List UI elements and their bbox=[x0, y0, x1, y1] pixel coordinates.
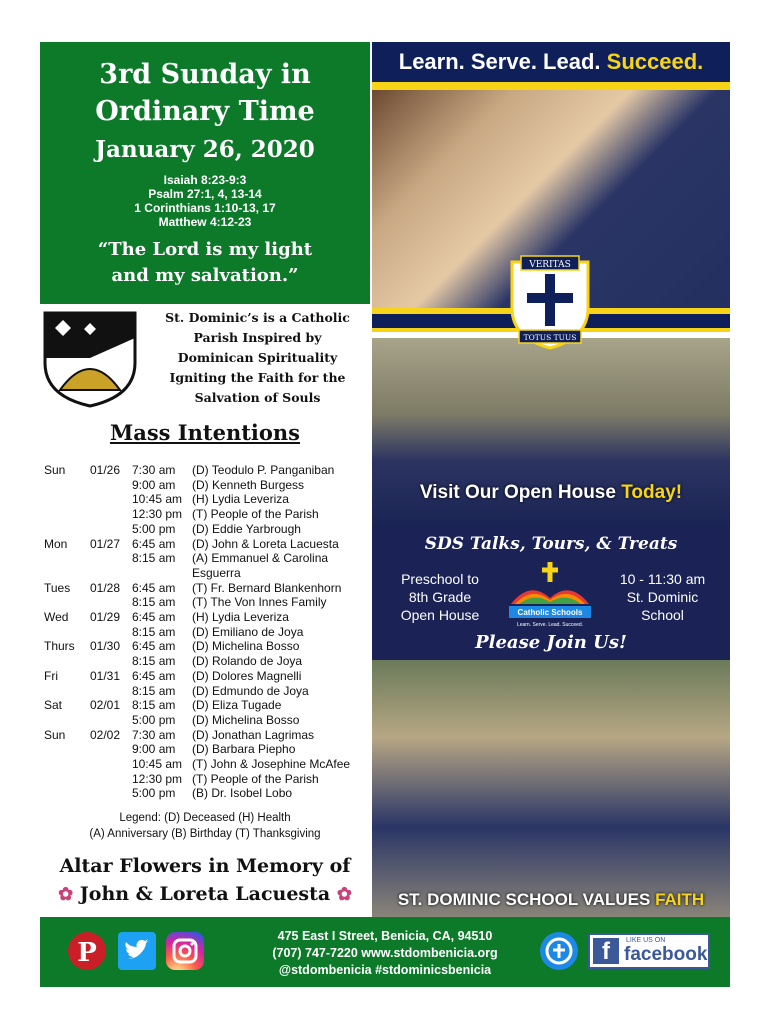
flowers-line-2: John & Loreta Lacuesta bbox=[79, 883, 331, 905]
values-highlight: FAITH bbox=[655, 890, 705, 909]
intention-day bbox=[44, 492, 90, 507]
intention-name: (T) People of the Parish bbox=[192, 771, 319, 786]
intention-name: (D) Teodulo P. Panganiban bbox=[192, 463, 335, 477]
values-text: ST. DOMINIC SCHOOL VALUES bbox=[397, 890, 651, 909]
sds-grades-line: Open House bbox=[400, 607, 480, 623]
title-line-2: Ordinary Time bbox=[95, 96, 315, 127]
intention-day bbox=[44, 713, 90, 728]
facebook-button[interactable] bbox=[588, 933, 710, 969]
intention-name: (T) Fr. Bernard Blankenhorn bbox=[192, 580, 342, 595]
intention-day: Fri bbox=[44, 668, 58, 683]
veritas-seal-icon bbox=[507, 250, 593, 350]
intention-name: (A) Emmanuel & Carolina bbox=[192, 551, 329, 566]
intention-date: 01/28 bbox=[90, 580, 121, 595]
intention-day: Tues bbox=[44, 580, 71, 595]
intention-name: (T) People of the Parish bbox=[192, 507, 319, 522]
intention-row bbox=[44, 522, 374, 537]
intention-time: 8:15 am bbox=[132, 654, 176, 669]
intention-row bbox=[44, 551, 374, 566]
intention-row bbox=[44, 772, 374, 787]
tagline-line: Dominican Spirituality bbox=[177, 350, 338, 365]
intention-day: Sat bbox=[44, 698, 63, 713]
intention-day bbox=[44, 742, 90, 757]
intention-row bbox=[44, 595, 374, 610]
intention-name: (D) Rolando de Joya bbox=[192, 654, 303, 669]
contact-info bbox=[240, 928, 530, 979]
tagline bbox=[145, 308, 370, 408]
intention-row bbox=[44, 507, 374, 522]
sds-title: SDS Talks, Tours, & Treats bbox=[424, 534, 678, 554]
seal-top-text: VERITAS bbox=[529, 260, 571, 270]
intention-date bbox=[90, 654, 132, 669]
intention-day: Sun bbox=[44, 463, 66, 477]
intention-row bbox=[44, 654, 374, 669]
mass-intentions-title: Mass Intentions bbox=[109, 420, 300, 445]
reading: Isaiah 8:23-9:3 bbox=[163, 173, 247, 187]
intention-date bbox=[90, 772, 132, 787]
intention-day bbox=[44, 786, 90, 801]
page-title bbox=[40, 56, 370, 130]
facebook-like-text: LIKE US ON bbox=[626, 937, 666, 944]
intention-date bbox=[90, 713, 132, 728]
intention-date: 01/26 bbox=[90, 463, 121, 477]
header-box bbox=[40, 42, 370, 304]
intention-time: 6:45 am bbox=[132, 668, 176, 683]
intention-row bbox=[44, 581, 374, 596]
intention-day: Sun bbox=[44, 727, 66, 742]
intention-name: (D) Edmundo de Joya bbox=[192, 683, 309, 698]
tagline-line: St. Dominic’s is a Catholic bbox=[165, 310, 350, 325]
sds-time-location bbox=[600, 570, 725, 624]
pinterest-icon[interactable] bbox=[68, 932, 106, 970]
intention-day bbox=[44, 772, 90, 787]
intention-row bbox=[44, 639, 374, 654]
intention-time: 8:15 am bbox=[132, 595, 176, 610]
intention-row bbox=[44, 698, 374, 713]
intention-day: Mon bbox=[44, 536, 68, 551]
svg-text:P: P bbox=[77, 938, 97, 968]
intention-time: 9:00 am bbox=[132, 742, 176, 757]
intention-time: 8:15 am bbox=[132, 551, 176, 566]
intention-day bbox=[44, 551, 90, 566]
intention-name: (T) The Von Innes Family bbox=[192, 595, 327, 610]
intention-name: (B) Dr. Isobel Lobo bbox=[192, 786, 293, 801]
seal-bottom-text: TOTUS TUUS bbox=[523, 333, 577, 342]
intention-day bbox=[44, 757, 90, 772]
intention-row bbox=[44, 610, 374, 625]
sds-time-line: St. Dominic bbox=[626, 589, 699, 605]
intention-date bbox=[90, 742, 132, 757]
intention-date bbox=[90, 684, 132, 699]
facebook-text: facebook bbox=[624, 944, 708, 965]
church-app-icon[interactable] bbox=[540, 932, 578, 970]
intention-date bbox=[90, 757, 132, 772]
intention-time: 9:00 am bbox=[132, 477, 176, 492]
intention-row bbox=[44, 728, 374, 743]
intention-name: (D) Michelina Bosso bbox=[192, 712, 300, 727]
intention-date bbox=[90, 625, 132, 640]
intention-time: 6:45 am bbox=[132, 610, 176, 625]
sds-grades-line: 8th Grade bbox=[408, 589, 472, 605]
school-banner bbox=[372, 42, 730, 82]
readings bbox=[40, 173, 370, 229]
intention-name: (D) Michelina Bosso bbox=[192, 639, 300, 654]
intention-row bbox=[44, 463, 374, 478]
intention-time: 12:30 pm bbox=[132, 771, 183, 786]
intention-day bbox=[44, 478, 90, 493]
intention-day: Wed bbox=[44, 610, 69, 625]
flower-icon: ✿ bbox=[58, 884, 74, 905]
intention-row bbox=[44, 492, 374, 507]
intention-date: 01/31 bbox=[90, 668, 121, 683]
intention-day: Thurs bbox=[44, 639, 75, 654]
altar-flowers bbox=[40, 852, 370, 909]
social-handles: @stdombenicia #stdominicsbenicia bbox=[278, 963, 492, 977]
intention-day bbox=[44, 507, 90, 522]
divider bbox=[372, 82, 730, 90]
open-house-highlight: Today! bbox=[621, 482, 683, 503]
values-banner bbox=[372, 890, 730, 910]
intention-day bbox=[44, 566, 90, 581]
intention-day bbox=[44, 654, 90, 669]
logo-subtext: Learn. Serve. Lead. Succeed. bbox=[516, 622, 584, 628]
intention-row bbox=[44, 757, 374, 772]
intention-date: 01/27 bbox=[90, 536, 121, 551]
reading: Psalm 27:1, 4, 13-14 bbox=[148, 187, 262, 201]
sds-grades bbox=[380, 570, 500, 624]
intention-date: 02/02 bbox=[90, 727, 121, 742]
join-us: Please Join Us! bbox=[475, 632, 627, 653]
intention-date: 02/01 bbox=[90, 698, 121, 713]
legend bbox=[40, 810, 370, 842]
legend-line-2: (A) Anniversary (B) Birthday (T) Thanksgiving bbox=[89, 828, 321, 840]
intention-name: Esguerra bbox=[192, 565, 241, 580]
flowers-line-1: Altar Flowers in Memory of bbox=[59, 855, 351, 877]
intention-row bbox=[44, 684, 374, 699]
logo-text: Catholic Schools bbox=[517, 608, 583, 617]
class-photo bbox=[372, 660, 730, 917]
intention-name: (D) Dolores Magnelli bbox=[192, 668, 302, 683]
intention-date bbox=[90, 478, 132, 493]
intention-row bbox=[44, 537, 374, 552]
intention-row bbox=[44, 713, 374, 728]
phone-website[interactable]: (707) 747-7220 www.stdombenicia.org bbox=[272, 946, 498, 960]
flower-icon: ✿ bbox=[336, 884, 352, 905]
intention-row bbox=[44, 742, 374, 757]
intention-name: (H) Lydia Leveriza bbox=[192, 492, 289, 507]
title-line-1: 3rd Sunday in bbox=[99, 59, 311, 90]
intention-name: (D) Barbara Piepho bbox=[192, 742, 296, 757]
intention-date: 01/30 bbox=[90, 639, 121, 654]
intention-date bbox=[90, 786, 132, 801]
tagline-line: Salvation of Souls bbox=[194, 390, 321, 405]
intention-time: 6:45 am bbox=[132, 580, 176, 595]
sds-time-line: School bbox=[641, 607, 684, 623]
sds-time-line: 10 - 11:30 am bbox=[619, 571, 706, 587]
intention-name: (D) Emiliano de Joya bbox=[192, 624, 304, 639]
catholic-schools-logo-icon bbox=[505, 560, 595, 630]
intention-name: (D) Eddie Yarbrough bbox=[192, 521, 301, 536]
intention-time: 5:00 pm bbox=[132, 521, 176, 536]
intention-row bbox=[44, 566, 374, 581]
intention-name: (D) Kenneth Burgess bbox=[192, 477, 305, 492]
intention-time: 7:30 am bbox=[132, 727, 176, 742]
intention-date: 01/29 bbox=[90, 610, 121, 625]
tagline-line: Igniting the Faith for the bbox=[169, 370, 346, 385]
intention-time: 8:15 am bbox=[132, 624, 176, 639]
banner-highlight: Succeed. bbox=[606, 49, 704, 74]
intention-date bbox=[90, 507, 132, 522]
intention-time: 10:45 am bbox=[132, 492, 183, 507]
intention-time: 6:45 am bbox=[132, 536, 176, 551]
address: 475 East I Street, Benicia, CA, 94510 bbox=[277, 929, 493, 943]
quote-line-1: “The Lord is my light bbox=[97, 239, 313, 260]
intention-date bbox=[90, 595, 132, 610]
twitter-icon[interactable] bbox=[118, 932, 156, 970]
reading: Matthew 4:12-23 bbox=[158, 215, 252, 229]
intention-time: 5:00 pm bbox=[132, 712, 176, 727]
intention-name: (D) John & Loreta Lacuesta bbox=[192, 536, 339, 551]
intention-day bbox=[44, 522, 90, 537]
quote-line-2: and my salvation.” bbox=[111, 265, 299, 286]
intention-row bbox=[44, 669, 374, 684]
intention-date bbox=[90, 492, 132, 507]
intention-time: 7:30 am bbox=[132, 463, 176, 477]
open-house-banner bbox=[372, 482, 730, 504]
intention-name: (D) Jonathan Lagrimas bbox=[192, 727, 315, 742]
date: January 26, 2020 bbox=[95, 136, 315, 163]
quote bbox=[40, 237, 370, 289]
intention-time: 8:15 am bbox=[132, 698, 176, 713]
intention-time: 12:30 pm bbox=[132, 507, 183, 522]
intention-time: 10:45 am bbox=[132, 757, 183, 772]
instagram-icon[interactable] bbox=[166, 932, 204, 970]
mass-intentions-list bbox=[44, 463, 374, 801]
facebook-icon: f bbox=[593, 938, 619, 964]
intention-row bbox=[44, 786, 374, 801]
intention-date bbox=[90, 551, 132, 566]
intention-row bbox=[44, 478, 374, 493]
intention-day bbox=[44, 595, 90, 610]
reading: 1 Corinthians 1:10-13, 17 bbox=[134, 201, 276, 215]
intention-name: (T) John & Josephine McAfee bbox=[192, 757, 351, 772]
intention-time: 8:15 am bbox=[132, 683, 176, 698]
intention-date bbox=[90, 522, 132, 537]
intention-time bbox=[132, 566, 192, 581]
intention-time: 6:45 am bbox=[132, 639, 176, 654]
intention-time: 5:00 pm bbox=[132, 786, 176, 801]
intention-day bbox=[44, 684, 90, 699]
open-house-text: Visit Our Open House bbox=[419, 482, 616, 503]
sds-grades-line: Preschool to bbox=[401, 571, 479, 587]
intention-day bbox=[44, 625, 90, 640]
tagline-line: Parish Inspired by bbox=[193, 330, 322, 345]
intention-name: (D) Eliza Tugade bbox=[192, 698, 282, 713]
intention-row bbox=[44, 625, 374, 640]
banner-text: Learn. Serve. Lead. bbox=[398, 49, 601, 74]
dominican-crest-icon bbox=[40, 308, 140, 408]
intention-date bbox=[90, 566, 132, 581]
intention-name: (H) Lydia Leveriza bbox=[192, 610, 289, 625]
legend-line-1: Legend: (D) Deceased (H) Health bbox=[119, 812, 291, 824]
